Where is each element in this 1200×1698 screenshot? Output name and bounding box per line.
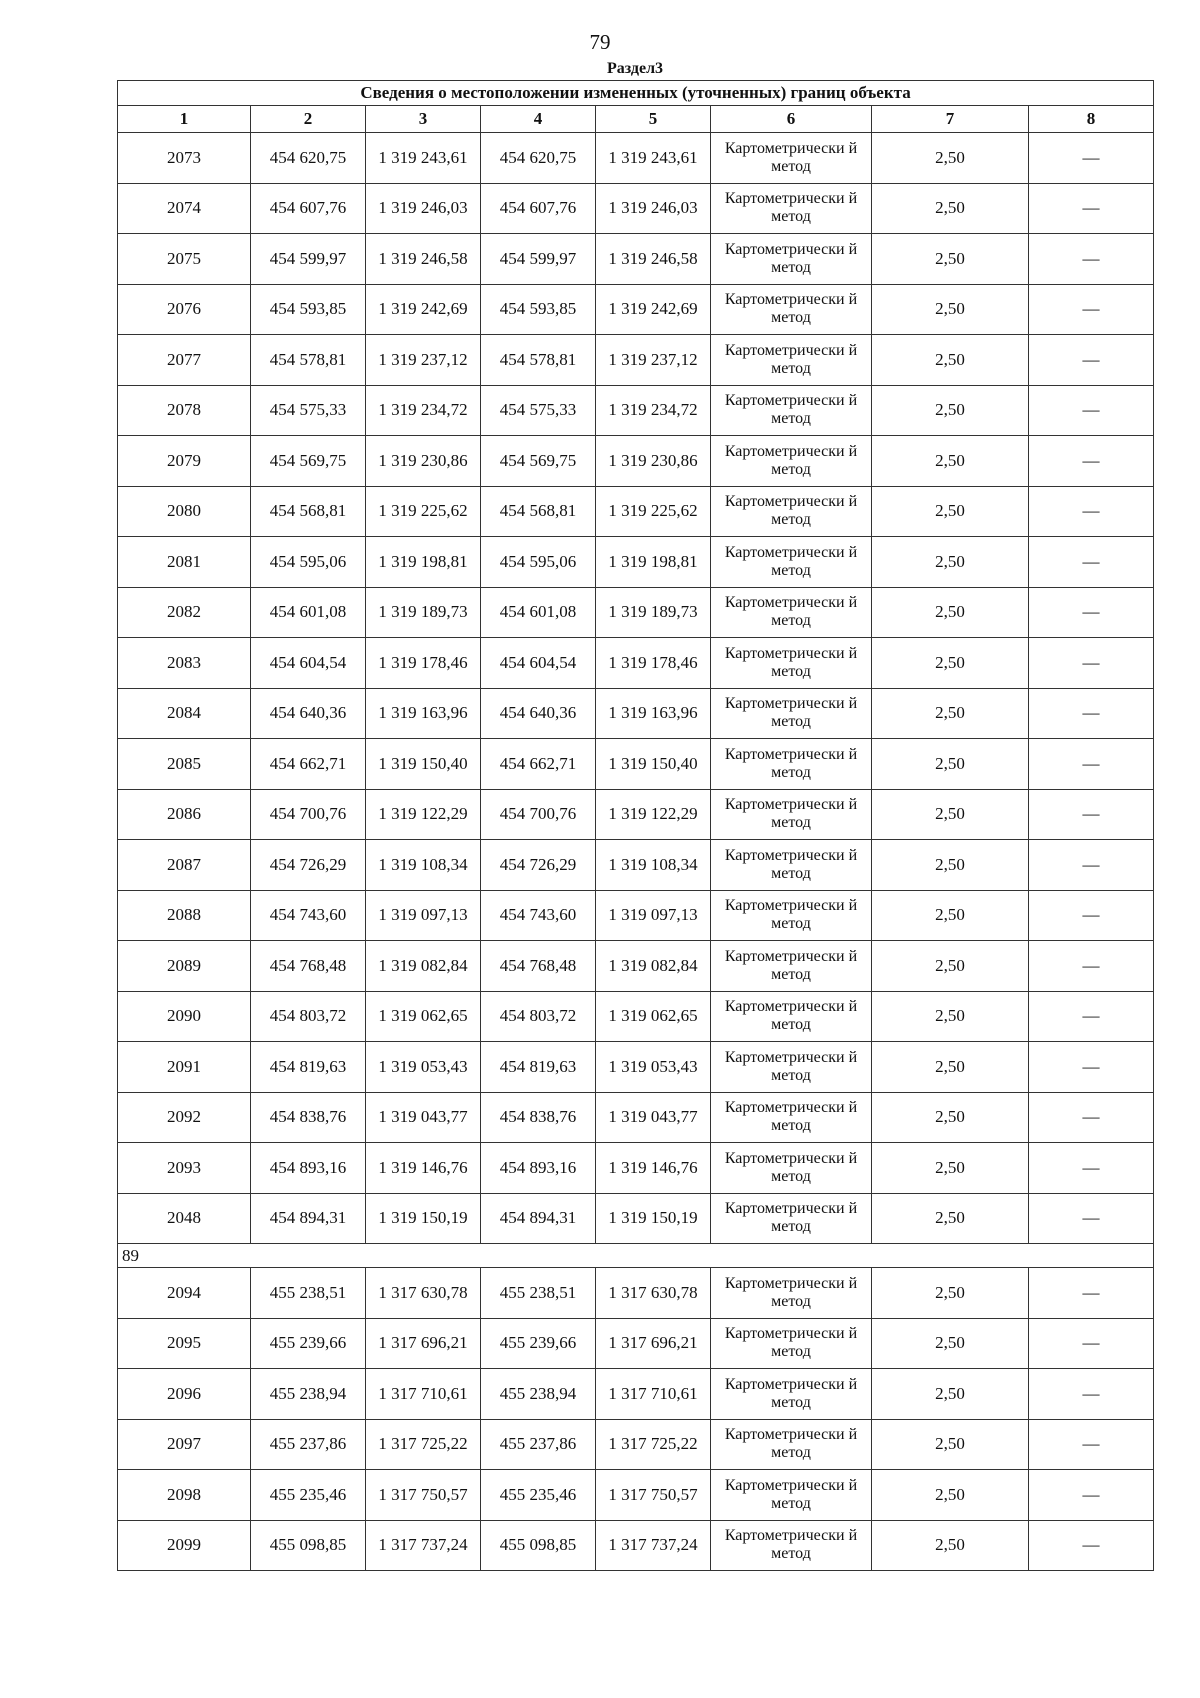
- accuracy-cell: 2,50: [872, 1419, 1029, 1470]
- accuracy-cell: 2,50: [872, 486, 1029, 537]
- y-new-cell: 1 319 062,65: [596, 991, 711, 1042]
- y-old-cell: 1 319 242,69: [366, 284, 481, 335]
- point-number-cell: 2090: [118, 991, 251, 1042]
- x-old-cell: 454 726,29: [251, 840, 366, 891]
- description-cell: —: [1029, 537, 1154, 588]
- y-new-cell: 1 319 246,58: [596, 234, 711, 285]
- column-header: 3: [366, 106, 481, 133]
- description-cell: —: [1029, 688, 1154, 739]
- method-cell: Картометрически й метод: [711, 991, 872, 1042]
- y-old-cell: 1 319 163,96: [366, 688, 481, 739]
- page-number: 79: [589, 30, 611, 54]
- y-old-cell: 1 319 082,84: [366, 941, 481, 992]
- method-cell: Картометрически й метод: [711, 890, 872, 941]
- y-old-cell: 1 319 178,46: [366, 638, 481, 689]
- x-old-cell: 454 893,16: [251, 1143, 366, 1194]
- accuracy-cell: 2,50: [872, 436, 1029, 487]
- point-number-cell: 2094: [118, 1268, 251, 1319]
- x-old-cell: 455 237,86: [251, 1419, 366, 1470]
- table-row: [118, 1419, 1154, 1470]
- table-row: [118, 436, 1154, 487]
- y-new-cell: 1 319 122,29: [596, 789, 711, 840]
- x-new-cell: 454 569,75: [481, 436, 596, 487]
- accuracy-cell: 2,50: [872, 183, 1029, 234]
- y-old-cell: 1 319 225,62: [366, 486, 481, 537]
- x-old-cell: 454 599,97: [251, 234, 366, 285]
- accuracy-cell: 2,50: [872, 385, 1029, 436]
- accuracy-cell: 2,50: [872, 284, 1029, 335]
- y-new-cell: 1 319 225,62: [596, 486, 711, 537]
- table-caption: Сведения о местоположении измененных (уточненных) границ объекта: [118, 81, 1154, 106]
- method-cell: Картометрически й метод: [711, 1419, 872, 1470]
- accuracy-cell: 2,50: [872, 234, 1029, 285]
- column-header: 5: [596, 106, 711, 133]
- y-old-cell: 1 319 043,77: [366, 1092, 481, 1143]
- table-row: [118, 1369, 1154, 1420]
- y-old-cell: 1 317 725,22: [366, 1419, 481, 1470]
- point-number-cell: 2077: [118, 335, 251, 386]
- method-cell: Картометрически й метод: [711, 941, 872, 992]
- y-new-cell: 1 319 230,86: [596, 436, 711, 487]
- point-number-cell: 2074: [118, 183, 251, 234]
- table-row: [118, 1470, 1154, 1521]
- accuracy-cell: 2,50: [872, 335, 1029, 386]
- y-old-cell: 1 319 234,72: [366, 385, 481, 436]
- y-old-cell: 1 319 150,40: [366, 739, 481, 790]
- accuracy-cell: 2,50: [872, 1268, 1029, 1319]
- accuracy-cell: 2,50: [872, 638, 1029, 689]
- x-new-cell: 454 593,85: [481, 284, 596, 335]
- table-row: [118, 537, 1154, 588]
- x-new-cell: 454 607,76: [481, 183, 596, 234]
- point-number-cell: 2086: [118, 789, 251, 840]
- column-header: 6: [711, 106, 872, 133]
- accuracy-cell: 2,50: [872, 1042, 1029, 1093]
- y-old-cell: 1 319 122,29: [366, 789, 481, 840]
- table-row: [118, 638, 1154, 689]
- y-new-cell: 1 319 097,13: [596, 890, 711, 941]
- table-row: [118, 1143, 1154, 1194]
- method-cell: Картометрически й метод: [711, 436, 872, 487]
- column-header: 7: [872, 106, 1029, 133]
- point-number-cell: 2084: [118, 688, 251, 739]
- accuracy-cell: 2,50: [872, 1470, 1029, 1521]
- x-new-cell: 454 838,76: [481, 1092, 596, 1143]
- x-old-cell: 454 743,60: [251, 890, 366, 941]
- point-number-cell: 2081: [118, 537, 251, 588]
- y-old-cell: 1 319 243,61: [366, 133, 481, 184]
- description-cell: —: [1029, 1419, 1154, 1470]
- y-new-cell: 1 319 082,84: [596, 941, 711, 992]
- accuracy-cell: 2,50: [872, 1143, 1029, 1194]
- point-number-cell: 2091: [118, 1042, 251, 1093]
- x-new-cell: 454 768,48: [481, 941, 596, 992]
- method-cell: Картометрически й метод: [711, 840, 872, 891]
- y-old-cell: 1 317 750,57: [366, 1470, 481, 1521]
- x-new-cell: 454 575,33: [481, 385, 596, 436]
- method-cell: Картометрически й метод: [711, 1470, 872, 1521]
- table-row: [118, 234, 1154, 285]
- table-row: [118, 739, 1154, 790]
- x-old-cell: 454 894,31: [251, 1193, 366, 1244]
- x-old-cell: 455 238,94: [251, 1369, 366, 1420]
- point-number-cell: 2080: [118, 486, 251, 537]
- column-header: 4: [481, 106, 596, 133]
- method-cell: Картометрически й метод: [711, 133, 872, 184]
- point-number-cell: 2085: [118, 739, 251, 790]
- table-row: [118, 890, 1154, 941]
- method-cell: Картометрически й метод: [711, 486, 872, 537]
- x-old-cell: 454 604,54: [251, 638, 366, 689]
- description-cell: —: [1029, 1193, 1154, 1244]
- point-number-cell: 2083: [118, 638, 251, 689]
- accuracy-cell: 2,50: [872, 739, 1029, 790]
- x-old-cell: 454 620,75: [251, 133, 366, 184]
- x-old-cell: 455 239,66: [251, 1318, 366, 1369]
- table-row: [118, 284, 1154, 335]
- x-old-cell: 454 575,33: [251, 385, 366, 436]
- y-old-cell: 1 319 246,03: [366, 183, 481, 234]
- description-cell: —: [1029, 436, 1154, 487]
- column-header: 1: [118, 106, 251, 133]
- table-row: [118, 1268, 1154, 1319]
- column-header: 8: [1029, 106, 1154, 133]
- x-old-cell: 454 640,36: [251, 688, 366, 739]
- y-old-cell: 1 319 189,73: [366, 587, 481, 638]
- x-old-cell: 454 662,71: [251, 739, 366, 790]
- x-old-cell: 454 595,06: [251, 537, 366, 588]
- method-cell: Картометрически й метод: [711, 1092, 872, 1143]
- point-number-cell: 2097: [118, 1419, 251, 1470]
- description-cell: —: [1029, 133, 1154, 184]
- description-cell: —: [1029, 991, 1154, 1042]
- x-new-cell: 455 239,66: [481, 1318, 596, 1369]
- x-new-cell: 454 803,72: [481, 991, 596, 1042]
- x-old-cell: 454 700,76: [251, 789, 366, 840]
- point-number-cell: 2098: [118, 1470, 251, 1521]
- description-cell: —: [1029, 183, 1154, 234]
- accuracy-cell: 2,50: [872, 1318, 1029, 1369]
- y-new-cell: 1 317 725,22: [596, 1419, 711, 1470]
- y-new-cell: 1 319 178,46: [596, 638, 711, 689]
- method-cell: Картометрически й метод: [711, 1318, 872, 1369]
- method-cell: Картометрически й метод: [711, 1143, 872, 1194]
- x-new-cell: 455 237,86: [481, 1419, 596, 1470]
- y-new-cell: 1 317 710,61: [596, 1369, 711, 1420]
- accuracy-cell: 2,50: [872, 537, 1029, 588]
- y-old-cell: 1 319 146,76: [366, 1143, 481, 1194]
- y-old-cell: 1 319 053,43: [366, 1042, 481, 1093]
- method-cell: Картометрически й метод: [711, 385, 872, 436]
- x-old-cell: 454 768,48: [251, 941, 366, 992]
- y-old-cell: 1 319 062,65: [366, 991, 481, 1042]
- x-new-cell: 454 599,97: [481, 234, 596, 285]
- y-old-cell: 1 319 150,19: [366, 1193, 481, 1244]
- section-title: Раздел3: [606, 60, 664, 77]
- x-new-cell: 454 601,08: [481, 587, 596, 638]
- x-new-cell: 455 238,51: [481, 1268, 596, 1319]
- y-new-cell: 1 319 146,76: [596, 1143, 711, 1194]
- column-header: 2: [251, 106, 366, 133]
- description-cell: —: [1029, 486, 1154, 537]
- y-new-cell: 1 319 150,19: [596, 1193, 711, 1244]
- description-cell: —: [1029, 789, 1154, 840]
- description-cell: —: [1029, 1092, 1154, 1143]
- y-old-cell: 1 317 630,78: [366, 1268, 481, 1319]
- y-new-cell: 1 317 696,21: [596, 1318, 711, 1369]
- x-new-cell: 454 726,29: [481, 840, 596, 891]
- x-new-cell: 454 620,75: [481, 133, 596, 184]
- y-new-cell: 1 319 163,96: [596, 688, 711, 739]
- y-new-cell: 1 317 630,78: [596, 1268, 711, 1319]
- method-cell: Картометрически й метод: [711, 335, 872, 386]
- method-cell: Картометрически й метод: [711, 183, 872, 234]
- y-new-cell: 1 319 234,72: [596, 385, 711, 436]
- x-old-cell: 454 568,81: [251, 486, 366, 537]
- description-cell: —: [1029, 1369, 1154, 1420]
- y-new-cell: 1 319 246,03: [596, 183, 711, 234]
- table-row: [118, 688, 1154, 739]
- method-cell: Картометрически й метод: [711, 688, 872, 739]
- x-old-cell: 454 593,85: [251, 284, 366, 335]
- x-new-cell: 454 743,60: [481, 890, 596, 941]
- x-old-cell: 454 607,76: [251, 183, 366, 234]
- method-cell: Картометрически й метод: [711, 1193, 872, 1244]
- description-cell: —: [1029, 234, 1154, 285]
- accuracy-cell: 2,50: [872, 1520, 1029, 1571]
- y-new-cell: 1 319 242,69: [596, 284, 711, 335]
- x-new-cell: 454 819,63: [481, 1042, 596, 1093]
- x-new-cell: 454 604,54: [481, 638, 596, 689]
- point-number-cell: 2078: [118, 385, 251, 436]
- point-number-cell: 2099: [118, 1520, 251, 1571]
- description-cell: —: [1029, 1143, 1154, 1194]
- y-old-cell: 1 319 237,12: [366, 335, 481, 386]
- description-cell: —: [1029, 1318, 1154, 1369]
- x-new-cell: 455 235,46: [481, 1470, 596, 1521]
- method-cell: Картометрически й метод: [711, 1369, 872, 1420]
- accuracy-cell: 2,50: [872, 688, 1029, 739]
- table-body: [118, 81, 1154, 1571]
- x-old-cell: 454 578,81: [251, 335, 366, 386]
- y-old-cell: 1 317 696,21: [366, 1318, 481, 1369]
- y-new-cell: 1 319 189,73: [596, 587, 711, 638]
- table-row: [118, 1318, 1154, 1369]
- accuracy-cell: 2,50: [872, 890, 1029, 941]
- description-cell: —: [1029, 1042, 1154, 1093]
- y-new-cell: 1 319 108,34: [596, 840, 711, 891]
- x-old-cell: 455 235,46: [251, 1470, 366, 1521]
- x-new-cell: 454 893,16: [481, 1143, 596, 1194]
- method-cell: Картометрически й метод: [711, 537, 872, 588]
- table-row: [118, 587, 1154, 638]
- description-cell: —: [1029, 284, 1154, 335]
- method-cell: Картометрически й метод: [711, 587, 872, 638]
- description-cell: —: [1029, 1520, 1154, 1571]
- point-number-cell: 2073: [118, 133, 251, 184]
- description-cell: —: [1029, 941, 1154, 992]
- y-new-cell: 1 319 237,12: [596, 335, 711, 386]
- column-header-row: [118, 106, 1154, 133]
- description-cell: —: [1029, 739, 1154, 790]
- x-new-cell: 455 098,85: [481, 1520, 596, 1571]
- table-caption-row: [118, 81, 1154, 106]
- y-old-cell: 1 319 097,13: [366, 890, 481, 941]
- point-number-cell: 2079: [118, 436, 251, 487]
- point-number-cell: 2089: [118, 941, 251, 992]
- point-number-cell: 2092: [118, 1092, 251, 1143]
- table-row: [118, 335, 1154, 386]
- method-cell: Картометрически й метод: [711, 638, 872, 689]
- method-cell: Картометрически й метод: [711, 1042, 872, 1093]
- table-row: [118, 1193, 1154, 1244]
- description-cell: —: [1029, 1268, 1154, 1319]
- accuracy-cell: 2,50: [872, 587, 1029, 638]
- method-cell: Картометрически й метод: [711, 789, 872, 840]
- accuracy-cell: 2,50: [872, 840, 1029, 891]
- description-cell: —: [1029, 638, 1154, 689]
- x-new-cell: 454 568,81: [481, 486, 596, 537]
- y-new-cell: 1 317 737,24: [596, 1520, 711, 1571]
- table-row: [118, 1092, 1154, 1143]
- point-number-cell: 2075: [118, 234, 251, 285]
- y-new-cell: 1 319 198,81: [596, 537, 711, 588]
- point-number-cell: 2093: [118, 1143, 251, 1194]
- accuracy-cell: 2,50: [872, 1193, 1029, 1244]
- contour-group-label: 89: [118, 1244, 1154, 1268]
- coordinates-table: [117, 80, 1154, 1571]
- point-number-cell: 2095: [118, 1318, 251, 1369]
- table-row: [118, 840, 1154, 891]
- x-old-cell: 455 098,85: [251, 1520, 366, 1571]
- table-row: [118, 133, 1154, 184]
- table-row: [118, 789, 1154, 840]
- y-new-cell: 1 319 053,43: [596, 1042, 711, 1093]
- x-new-cell: 454 662,71: [481, 739, 596, 790]
- table-row: [118, 991, 1154, 1042]
- point-number-cell: 2048: [118, 1193, 251, 1244]
- x-new-cell: 454 595,06: [481, 537, 596, 588]
- point-number-cell: 2076: [118, 284, 251, 335]
- accuracy-cell: 2,50: [872, 1369, 1029, 1420]
- description-cell: —: [1029, 890, 1154, 941]
- x-old-cell: 455 238,51: [251, 1268, 366, 1319]
- x-new-cell: 455 238,94: [481, 1369, 596, 1420]
- description-cell: —: [1029, 335, 1154, 386]
- point-number-cell: 2096: [118, 1369, 251, 1420]
- x-new-cell: 454 894,31: [481, 1193, 596, 1244]
- method-cell: Картометрически й метод: [711, 234, 872, 285]
- x-old-cell: 454 601,08: [251, 587, 366, 638]
- y-old-cell: 1 319 246,58: [366, 234, 481, 285]
- x-old-cell: 454 838,76: [251, 1092, 366, 1143]
- accuracy-cell: 2,50: [872, 1092, 1029, 1143]
- y-old-cell: 1 317 710,61: [366, 1369, 481, 1420]
- x-old-cell: 454 569,75: [251, 436, 366, 487]
- table-row: [118, 941, 1154, 992]
- x-new-cell: 454 578,81: [481, 335, 596, 386]
- method-cell: Картометрически й метод: [711, 284, 872, 335]
- table-row: [118, 385, 1154, 436]
- y-old-cell: 1 319 108,34: [366, 840, 481, 891]
- y-new-cell: 1 319 150,40: [596, 739, 711, 790]
- accuracy-cell: 2,50: [872, 133, 1029, 184]
- point-number-cell: 2087: [118, 840, 251, 891]
- y-old-cell: 1 319 198,81: [366, 537, 481, 588]
- accuracy-cell: 2,50: [872, 941, 1029, 992]
- y-new-cell: 1 317 750,57: [596, 1470, 711, 1521]
- accuracy-cell: 2,50: [872, 789, 1029, 840]
- method-cell: Картометрически й метод: [711, 739, 872, 790]
- table-row: [118, 1520, 1154, 1571]
- accuracy-cell: 2,50: [872, 991, 1029, 1042]
- x-old-cell: 454 803,72: [251, 991, 366, 1042]
- x-old-cell: 454 819,63: [251, 1042, 366, 1093]
- description-cell: —: [1029, 840, 1154, 891]
- method-cell: Картометрически й метод: [711, 1520, 872, 1571]
- table-row: [118, 183, 1154, 234]
- y-old-cell: 1 319 230,86: [366, 436, 481, 487]
- description-cell: —: [1029, 587, 1154, 638]
- method-cell: Картометрически й метод: [711, 1268, 872, 1319]
- table-row: [118, 1042, 1154, 1093]
- y-new-cell: 1 319 043,77: [596, 1092, 711, 1143]
- table-row: [118, 486, 1154, 537]
- y-old-cell: 1 317 737,24: [366, 1520, 481, 1571]
- point-number-cell: 2088: [118, 890, 251, 941]
- y-new-cell: 1 319 243,61: [596, 133, 711, 184]
- point-number-cell: 2082: [118, 587, 251, 638]
- contour-group-row: [118, 1244, 1154, 1268]
- description-cell: —: [1029, 1470, 1154, 1521]
- description-cell: —: [1029, 385, 1154, 436]
- x-new-cell: 454 640,36: [481, 688, 596, 739]
- x-new-cell: 454 700,76: [481, 789, 596, 840]
